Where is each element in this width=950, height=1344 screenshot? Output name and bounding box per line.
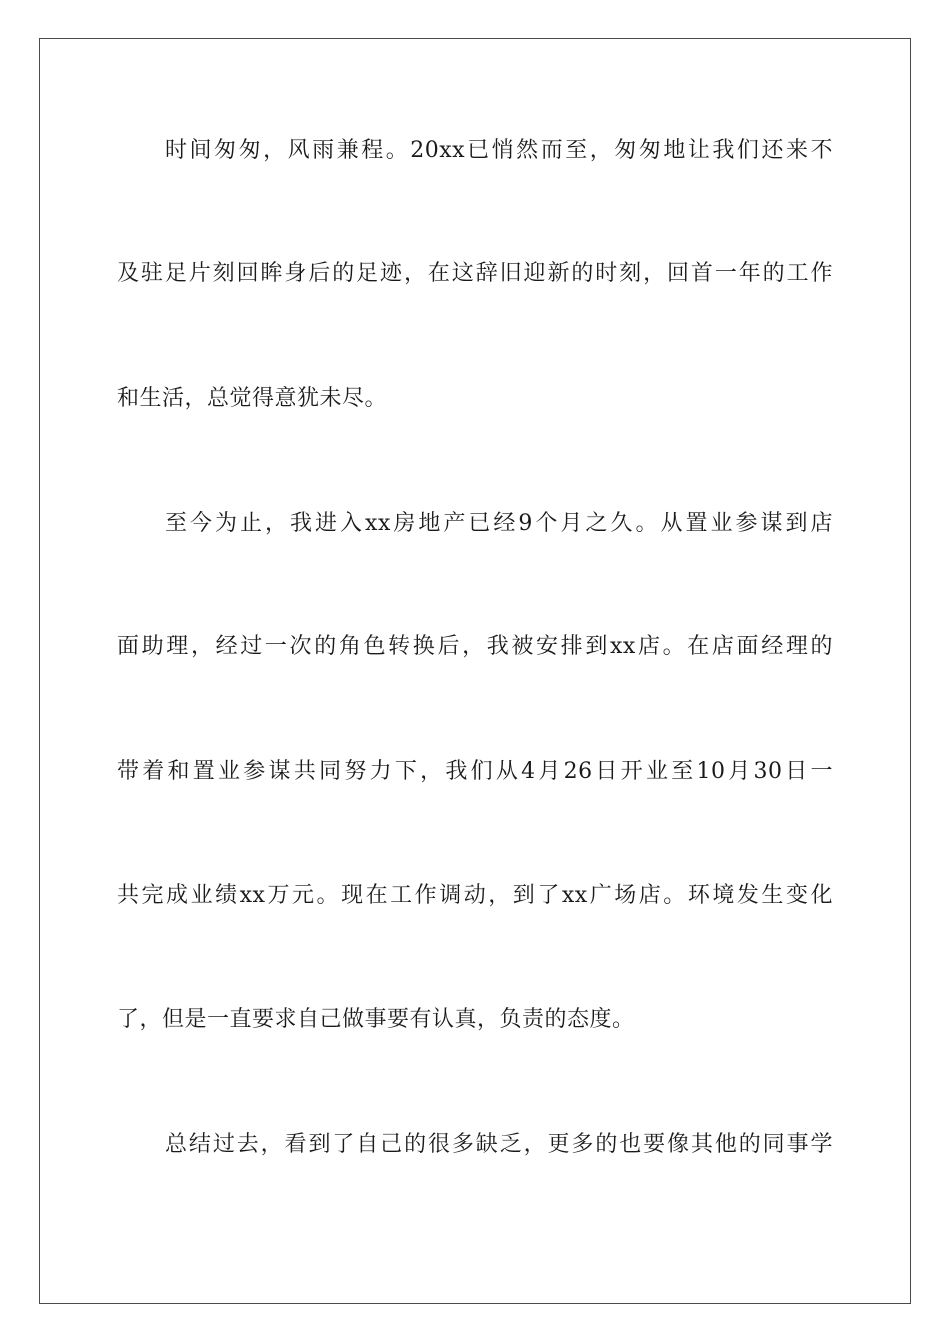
paragraph-2-line-5: 了，但是一直要求自己做事要有认真，负责的态度。: [117, 1007, 635, 1032]
paragraph-1-line-1: 时间匆匆，风雨兼程。20xx已悄然而至，匆匆地让我们还来不: [165, 138, 833, 163]
paragraph-2-line-3: 带着和置业参谋共同努力下，我们从4月26日开业至10月30日一: [117, 759, 833, 784]
paragraph-2-line-2: 面助理，经过一次的角色转换后，我被安排到xx店。在店面经理的: [117, 634, 833, 659]
paragraph-3-line-1: 总结过去，看到了自己的很多缺乏，更多的也要像其他的同事学: [165, 1132, 833, 1157]
paragraph-2-line-1: 至今为止，我进入xx房地产已经9个月之久。从置业参谋到店: [165, 511, 833, 536]
paragraph-1-line-3: 和生活，总觉得意犹未尽。: [117, 386, 388, 411]
paragraph-1-line-2: 及驻足片刻回眸身后的足迹，在这辞旧迎新的时刻，回首一年的工作: [117, 261, 833, 286]
paragraph-2-line-4: 共完成业绩xx万元。现在工作调动，到了xx广场店。环境发生变化: [117, 883, 833, 908]
page-border: [39, 38, 911, 1304]
